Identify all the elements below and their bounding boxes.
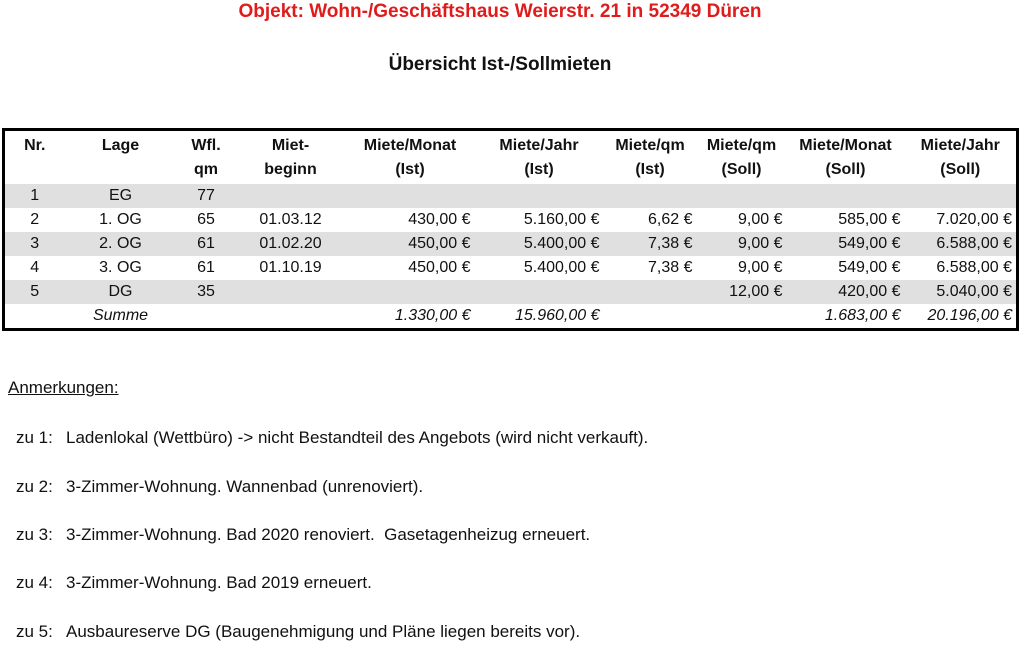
sum-miete-monat-soll: 1.683,00 € bbox=[824, 307, 901, 324]
cell-miete-monat-soll: 585,00 € bbox=[838, 211, 901, 228]
header-nr: Nr. bbox=[24, 137, 46, 154]
cell-mietbeginn: 01.03.12 bbox=[259, 211, 322, 228]
cell-empty bbox=[697, 304, 787, 330]
note-label: zu 4: bbox=[16, 573, 53, 592]
notes-heading: Anmerkungen: bbox=[8, 378, 119, 397]
document-title: Objekt: Wohn-/Geschäftshaus Weierstr. 21 in 52349 Düren bbox=[238, 1, 762, 22]
cell-miete-qm-soll: 9,00 € bbox=[697, 232, 787, 256]
header-miete-qm-ist: Miete/qm (Ist) bbox=[615, 137, 685, 178]
cell-miete-qm-soll: 9,00 € bbox=[738, 211, 783, 228]
sum-label: Summe bbox=[92, 307, 149, 324]
cell-wfl: 35 bbox=[177, 280, 236, 304]
cell-miete-qm-soll: 9,00 € bbox=[738, 259, 783, 276]
cell-empty bbox=[236, 304, 346, 330]
table-row bbox=[4, 256, 1018, 280]
note-text: Ladenlokal (Wettbüro) -> nicht Bestandteil des Angebots (wird nicht verkauft). bbox=[66, 428, 649, 447]
sum-miete-monat-ist: 1.330,00 € bbox=[394, 307, 471, 324]
note-item bbox=[16, 622, 580, 642]
cell-miete-jahr-soll bbox=[905, 184, 1018, 208]
cell-miete-monat-ist: 430,00 € bbox=[408, 211, 471, 228]
table-row bbox=[4, 232, 1018, 256]
sum-row bbox=[4, 304, 1018, 330]
note-text: 3-Zimmer-Wohnung. Bad 2019 erneuert. bbox=[66, 573, 372, 592]
cell-miete-jahr-ist: 5.400,00 € bbox=[475, 232, 604, 256]
cell-wfl: 61 bbox=[197, 259, 215, 276]
cell-nr: 2 bbox=[30, 211, 40, 228]
sum-miete-jahr-ist: 15.960,00 € bbox=[514, 307, 600, 324]
cell-lage: 3. OG bbox=[99, 259, 142, 276]
cell-miete-qm-ist: 7,38 € bbox=[648, 259, 693, 276]
cell-miete-monat-soll: 420,00 € bbox=[787, 280, 905, 304]
header-mietbeginn: Miet- beginn bbox=[264, 137, 317, 178]
cell-miete-jahr-ist bbox=[475, 280, 604, 304]
cell-nr: 5 bbox=[4, 280, 65, 304]
note-item bbox=[16, 477, 423, 497]
note-text: Ausbaureserve DG (Baugenehmigung und Pläne liegen bereits vor). bbox=[66, 622, 581, 641]
cell-lage: DG bbox=[65, 280, 177, 304]
cell-wfl: 65 bbox=[197, 211, 215, 228]
note-label: zu 3: bbox=[16, 525, 53, 544]
cell-miete-monat-ist bbox=[346, 280, 475, 304]
cell-miete-monat-ist: 450,00 € bbox=[408, 259, 471, 276]
cell-miete-jahr-soll: 7.020,00 € bbox=[936, 211, 1012, 228]
cell-miete-qm-ist: 7,38 € bbox=[604, 232, 697, 256]
document-subtitle: Übersicht Ist-/Sollmieten bbox=[388, 54, 612, 75]
header-miete-qm-soll: Miete/qm (Soll) bbox=[706, 137, 777, 178]
cell-miete-monat-ist bbox=[346, 184, 475, 208]
note-text: 3-Zimmer-Wohnung. Wannenbad (unrenoviert). bbox=[66, 477, 424, 496]
cell-lage: 2. OG bbox=[65, 232, 177, 256]
note-label: zu 2: bbox=[16, 477, 53, 496]
cell-miete-monat-soll: 549,00 € bbox=[838, 259, 901, 276]
cell-miete-qm-ist: 6,62 € bbox=[648, 211, 693, 228]
rent-table bbox=[2, 128, 1019, 331]
cell-lage: EG bbox=[65, 184, 177, 208]
header-miete-monat-soll: Miete/Monat (Soll) bbox=[799, 137, 892, 178]
cell-miete-qm-soll: 12,00 € bbox=[697, 280, 787, 304]
cell-mietbeginn bbox=[236, 280, 346, 304]
cell-empty bbox=[177, 304, 236, 330]
cell-miete-qm-soll bbox=[697, 184, 787, 208]
cell-wfl: 77 bbox=[177, 184, 236, 208]
cell-nr: 4 bbox=[30, 259, 40, 276]
header-miete-monat-ist: Miete/Monat (Ist) bbox=[363, 137, 457, 178]
note-label: zu 1: bbox=[16, 428, 53, 447]
header-miete-jahr-ist: Miete/Jahr (Ist) bbox=[499, 137, 579, 178]
cell-miete-jahr-ist bbox=[475, 184, 604, 208]
cell-empty bbox=[4, 304, 65, 330]
table-row bbox=[4, 208, 1018, 232]
cell-nr: 3 bbox=[4, 232, 65, 256]
cell-miete-qm-ist bbox=[604, 184, 697, 208]
cell-mietbeginn: 01.02.20 bbox=[236, 232, 346, 256]
note-item bbox=[16, 428, 648, 448]
cell-miete-monat-soll bbox=[787, 184, 905, 208]
cell-mietbeginn bbox=[236, 184, 346, 208]
note-item bbox=[16, 525, 590, 545]
table-row bbox=[4, 184, 1018, 208]
header-miete-jahr-soll: Miete/Jahr (Soll) bbox=[920, 137, 1000, 178]
cell-miete-qm-ist bbox=[604, 280, 697, 304]
cell-miete-jahr-soll: 6.588,00 € bbox=[905, 232, 1018, 256]
cell-miete-monat-soll: 549,00 € bbox=[787, 232, 905, 256]
sum-miete-jahr-soll: 20.196,00 € bbox=[927, 307, 1012, 324]
cell-wfl: 61 bbox=[177, 232, 236, 256]
cell-miete-jahr-ist: 5.160,00 € bbox=[523, 211, 600, 228]
cell-miete-jahr-ist: 5.400,00 € bbox=[523, 259, 600, 276]
cell-miete-jahr-soll: 5.040,00 € bbox=[905, 280, 1018, 304]
table-header-row bbox=[4, 130, 1018, 185]
note-item bbox=[16, 573, 372, 593]
header-wfl: Wfl. qm bbox=[191, 137, 221, 178]
cell-lage: 1. OG bbox=[99, 211, 142, 228]
note-label: zu 5: bbox=[16, 622, 53, 641]
cell-nr: 1 bbox=[4, 184, 65, 208]
header-lage: Lage bbox=[101, 137, 140, 154]
cell-empty bbox=[604, 304, 697, 330]
note-text: 3-Zimmer-Wohnung. Bad 2020 renoviert. Gasetagenheizug erneuert. bbox=[66, 525, 591, 544]
cell-miete-monat-ist: 450,00 € bbox=[346, 232, 475, 256]
cell-mietbeginn: 01.10.19 bbox=[259, 259, 322, 276]
table-row bbox=[4, 280, 1018, 304]
cell-miete-jahr-soll: 6.588,00 € bbox=[936, 259, 1012, 276]
